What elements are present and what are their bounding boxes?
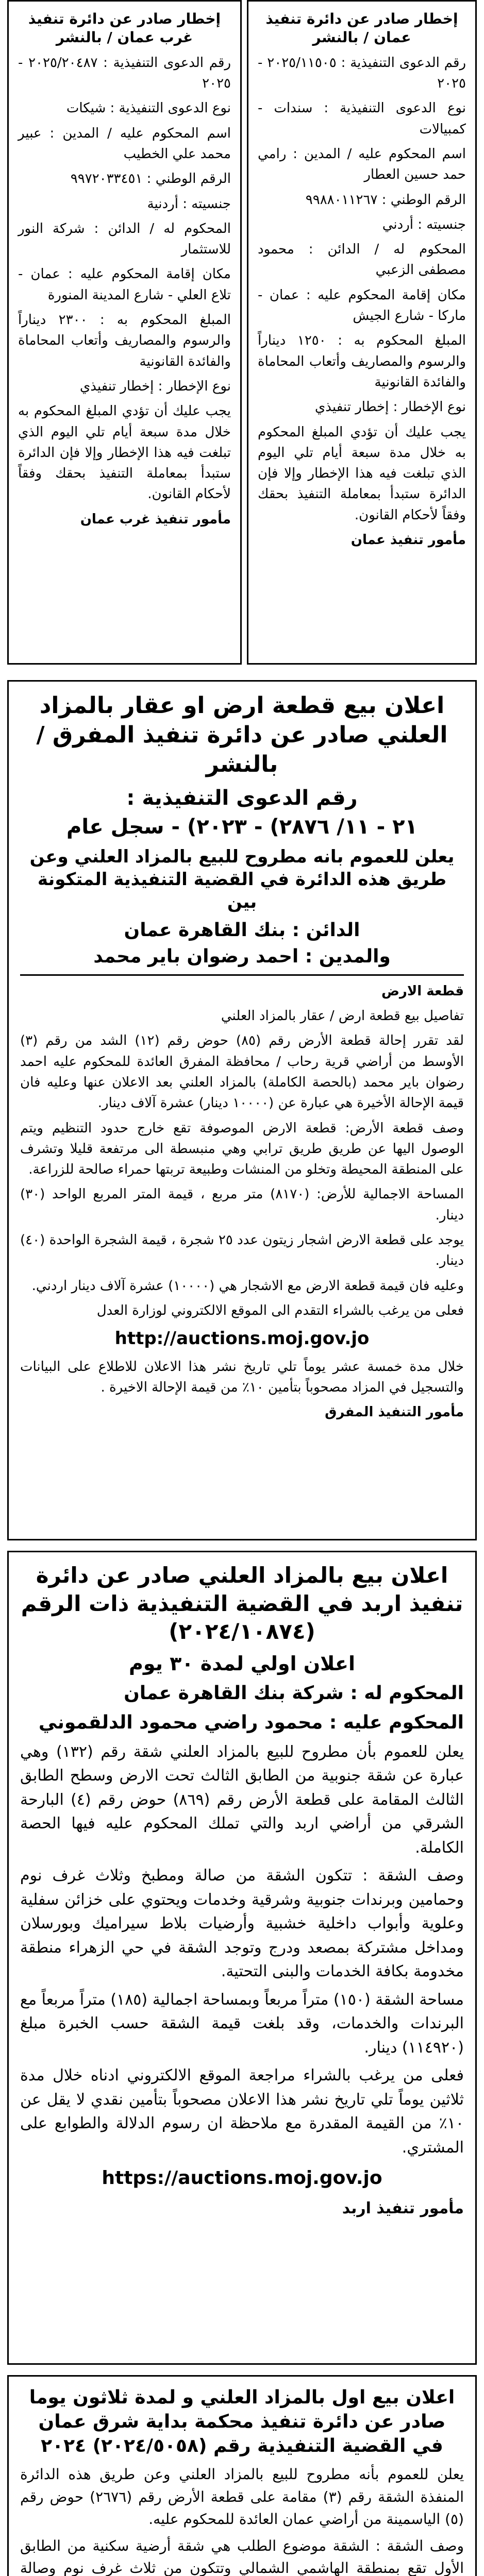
ad2-paragraph: وصف قطعة الأرض: قطعة الارض الموصوفة تقع خارج حدود التنظيم ويتم الوصول اليها عن طريق طريق ترابي وهي منبسطة الى مرتفعة قليلا وتشرف على المنطقة المحيطة وتخلو من المنشات وطبيعة تربتها حمراء صالحة للزراعة. bbox=[20, 1120, 464, 1178]
notice-line: جنسيته : أردني bbox=[382, 216, 466, 232]
notice-line: المبلغ المحكوم به : ١٢٥٠ ديناراً والرسوم والمصاريف وأتعاب المحاماة والفائدة القانونية bbox=[258, 333, 466, 390]
divider bbox=[20, 974, 464, 976]
ad-east-amman-auction bbox=[7, 2375, 477, 2576]
notice-line: مكان إقامة المحكوم عليه : عمان - ماركا - شارع الجيش bbox=[258, 287, 466, 324]
ad2-paragraph: فعلى من يرغب بالشراء التقدم الى الموقع الالكتروني لوزارة العدل bbox=[96, 1302, 464, 1318]
notice-right-body bbox=[258, 53, 466, 551]
ad3-paragraph: مساحة الشقة (١٥٠) متراً مربعاً وبمساحة اجمالية (١٨٥) متراً مربعاً مع البرندات والخدمات، وقد بلغت قيمة الشقة حسب الخبرة مبلغ (١١٤٩٢٠) دينار. bbox=[20, 1990, 464, 2057]
ad-irbid-auction bbox=[7, 1551, 477, 2365]
ad2-creditor: الدائن : بنك القاهرة عمان bbox=[124, 920, 360, 941]
notice-line: رقم الدعوى التنفيذية : ٢٠٢٥/١١٥٠٥ - ٢٠٢٥ bbox=[258, 55, 466, 92]
ad-notices-row bbox=[7, 0, 477, 665]
notice-line: اسم المحكوم عليه / المدين : عبير محمد علي الخطيب bbox=[18, 125, 231, 162]
notice-signature: مأمور تنفيذ غرب عمان bbox=[80, 511, 231, 527]
notice-signature: مأمور تنفيذ عمان bbox=[351, 532, 466, 548]
ad2-section-title: قطعة الارض bbox=[381, 983, 464, 999]
notice-line: يجب عليك أن تؤدي المبلغ المحكوم به خلال مدة سبعة أيام تلي اليوم الذي تبلغت فيه هذا الإخطار وإلا فإن الدائرة ستبدأ بمعاملة التنفيذ بحقك وفقاً لأحكام القانون. bbox=[258, 424, 466, 523]
newspaper-page bbox=[7, 0, 477, 2576]
ad2-body bbox=[20, 981, 464, 1423]
notice-line: يجب عليك أن تؤدي المبلغ المحكوم به خلال مدة سبعة أيام تلي اليوم الذي تبلغت فيه هذا الإخطار وإلا فإن الدائرة ستبدأ بمعاملة التنفيذ بحقك وفقاً لأحكام القانون. bbox=[18, 403, 231, 502]
ad2-intro: يعلن للعموم بانه مطروح للبيع بالمزاد العلني وعن طريق هذه الدائرة في القضية التنفيذية المتكونة بين bbox=[29, 846, 455, 912]
ad3-title: اعلان بيع بالمزاد العلني صادر عن دائرة تنفيذ اربد في القضية التنفيذية ذات الرقم (٢٠٢٤/١٠٨٧٤) bbox=[21, 1563, 463, 1645]
notice-line: مكان إقامة المحكوم عليه : عمان - تلاع العلي - شارع المدينة المنورة bbox=[18, 266, 231, 303]
ad3-paragraph: فعلى من يرغب بالشراء مراجعة الموقع الالكتروني ادناه خلال مدة ثلاثين يوماً تلي تاريخ نشر هذا الاعلان مصحوباً بتأمين نقدي لا يقل عن ١٠٪ من القيمة المقدرة مع ملاحظة ان رسوم الدلالة والطوابع على المشتري. bbox=[20, 2066, 464, 2157]
notice-line: الرقم الوطني : ٩٩٧٢٠٣٣٤٥١ bbox=[70, 171, 231, 187]
ad4-title: اعلان بيع اول بالمزاد العلني و لمدة ثلاثون يوما صادر عن دائرة تنفيذ محكمة بداية شرق عمان في القضية التنفيذية رقم (٢٠٢٤/٥٠٥٨) ٢٠٢٤ bbox=[29, 2387, 455, 2456]
ad2-paragraph: وعليه فان قيمة قطعة الارض مع الاشجار هي (١٠٠٠٠) عشرة آلاف دينار اردني. bbox=[31, 1278, 464, 1294]
ad3-creditor: المحكوم له : شركة بنك القاهرة عمان bbox=[124, 1683, 464, 1704]
notice-left-title: إخطار صادر عن دائرة تنفيذ غرب عمان / بالنشر bbox=[28, 10, 221, 46]
ad2-paragraph: لقد تقرر إحالة قطعة الأرض رقم (٨٥) حوض رقم (١٢) الشد من رقم (٣) الأوسط من أراضي قرية رحاب / محافظة المفرق العائدة للمحكوم عليه احمد رضوان باير محمد (بالحصة الكاملة) بالمزاد العلني بعد الاعلان عنها وعليه فان قيمة الإحالة الأخيرة هي عبارة عن (١٠٠٠٠ دينار) عشرة آلاف دينار. bbox=[20, 1033, 464, 1111]
ad2-case-label: رقم الدعوى التنفيذية : bbox=[126, 786, 358, 810]
ad-mafraq-auction bbox=[7, 680, 477, 1540]
notice-right-title: إخطار صادر عن دائرة تنفيذ عمان / بالنشر bbox=[265, 10, 458, 46]
ad4-body bbox=[20, 2463, 464, 2576]
ad3-signature: مأمور تنفيذ اربد bbox=[342, 2199, 464, 2218]
ad2-website-link[interactable]: http://auctions.moj.gov.jo bbox=[114, 1328, 370, 1349]
ad3-paragraph: يعلن للعموم بأن مطروح للبيع بالمزاد العلني شقة رقم (١٣٢) وهي عبارة عن شقة جنوبية من الطابق الثالث تحت الارض وسطح الطابق الثالث المقامة على قطعة الأرض رقم (٨٦٩) حوض رقم (٤) البارحة الشرقي من أراضي اربد والتي تملك المحكوم عليه فيها الحصة الكاملة. bbox=[20, 1742, 464, 1857]
notice-line: نوع الدعوى التنفيذية : سندات - كمبيالات bbox=[258, 100, 466, 137]
ad2-case-number: ٢١ - ١١/ ٢٨٧٦) - ٢٠٢٣) - سجل عام bbox=[66, 815, 418, 839]
notice-line: اسم المحكوم عليه / المدين : رامي حمد حسين العطار bbox=[258, 146, 466, 183]
notice-left bbox=[7, 0, 242, 665]
notice-line: جنسيته : أردنية bbox=[147, 196, 231, 212]
notice-line: نوع الإخطار : إخطار تنفيذي bbox=[314, 399, 466, 415]
ad2-title: اعلان بيع قطعة ارض او عقار بالمزاد العلني صادر عن دائرة تنفيذ المفرق / بالنشر bbox=[36, 692, 448, 778]
ad3-subtitle: اعلان اولي لمدة ٣٠ يوم bbox=[128, 1652, 356, 1675]
ad3-website-link[interactable]: https://auctions.moj.gov.jo bbox=[102, 2167, 382, 2189]
ad2-debtor: والمدين : احمد رضوان باير محمد bbox=[93, 945, 391, 967]
notice-line: نوع الإخطار : إخطار تنفيذي bbox=[79, 378, 231, 394]
ad4-paragraph: وصف الشقة : الشقة موضوع الطلب هي شقة أرضية سكنية من الطابق الأول تقع بمنطقة الهاشمي الشمالي وتتكون من ثلاث غرف نوم وصالة bbox=[20, 2537, 464, 2576]
ad2-paragraph: خلال مدة خمسة عشر يوماً تلي تاريخ نشر هذا الاعلان للاطلاع على البيانات والتسجيل في المزاد مصحوباً بتأمين ١٠٪ من قيمة الإحالة الاخيرة . bbox=[20, 1359, 464, 1396]
ad2-paragraph: يوجد على قطعة الارض اشجار زيتون عدد ٢٥ شجرة ، قيمة الشجرة الواحدة (٤٠) دينار. bbox=[20, 1232, 464, 1269]
notice-line: الرقم الوطني : ٩٩٨٨٠١١٢٦٧ bbox=[305, 192, 466, 208]
notice-line: المحكوم له / الدائن : محمود مصطفى الزعبي bbox=[258, 242, 466, 278]
notice-line: نوع الدعوى التنفيذية : شيكات bbox=[66, 100, 231, 116]
ad2-signature: مأمور التنفيذ المفرق bbox=[325, 1404, 464, 1420]
ad2-paragraph: المساحة الاجمالية للأرض: (٨١٧٠) متر مربع ، قيمة المتر المربع الواحد (٣٠) دينار. bbox=[20, 1187, 464, 1223]
ad3-body bbox=[20, 1740, 464, 2221]
notice-line: المحكوم له / الدائن : شركة النور للاستثمار bbox=[18, 221, 231, 258]
ad3-paragraph: وصف الشقة : تتكون الشقة من صالة ومطبخ وثلاث غرف نوم وحمامين وبرندات جنوبية وشرقية وخدمات ويحتوي على خزائن سفلية وعلوية وأبواب داخلية خشبية وأرضيات بلاط سيراميك وبورسلان ومداخل مشتركة بمصعد ودرج وتوجد الشقة في حي الزهراء منطقة مخدومة بكافة الخدمات والبنى التحتية. bbox=[20, 1867, 464, 1981]
notice-left-body bbox=[18, 53, 231, 530]
notice-line: رقم الدعوى التنفيذية : ٢٠٢٥/٢٠٤٨٧ - ٢٠٢٥ bbox=[18, 55, 231, 92]
ad4-paragraph: يعلن للعموم بأنه مطروح للبيع بالمزاد العلني وعن طريق هذه الدائرة المنفذة الشقة رقم (٣) مقامة على قطعة الأرض رقم (٢٦٧٦) حوض رقم (٥) الياسمينة من أراضي عمان العائدة للمحكوم عليه. bbox=[20, 2466, 464, 2528]
notice-right bbox=[247, 0, 477, 665]
ad3-debtor: المحكوم عليه : محمود راضي محمود الدلقموني bbox=[38, 1711, 464, 1733]
notice-line: المبلغ المحكوم به : ٢٣٠٠ ديناراً والرسوم والمصاريف وأتعاب المحاماة والفائدة القانونية bbox=[18, 312, 231, 369]
ad2-paragraph: تفاصيل بيع قطعة ارض / عقار بالمزاد العلني bbox=[221, 1008, 464, 1024]
